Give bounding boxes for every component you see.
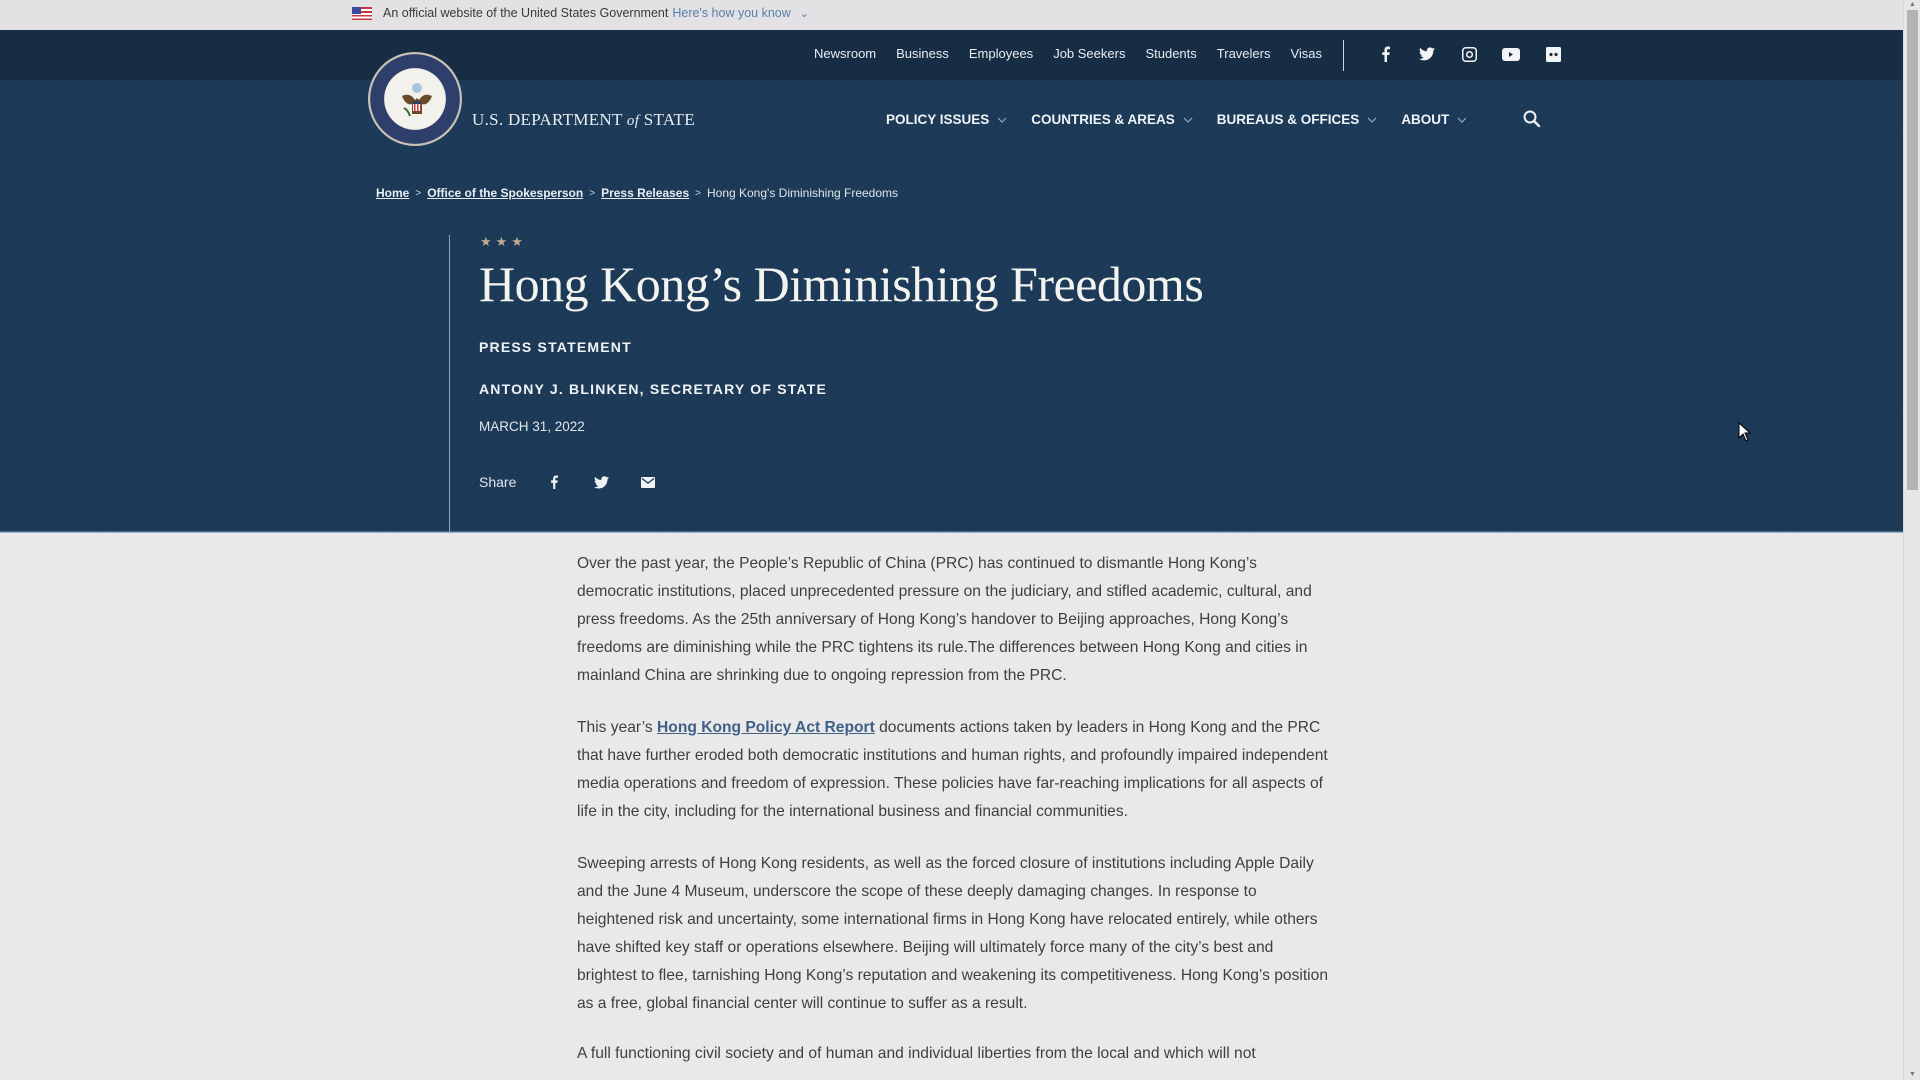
- utility-link-newsroom[interactable]: Newsroom: [814, 46, 877, 61]
- nav-policy-issues[interactable]: [886, 112, 1007, 127]
- utility-link-employees[interactable]: Employees: [968, 46, 1034, 61]
- official-gov-banner: [0, 0, 1903, 30]
- breadcrumb-office-of-the-spokesperson[interactable]: Office of the Spokesperson: [427, 186, 584, 200]
- paragraph: Sweeping arrests of Hong Kong residents, as well as the forced closure of institutions including Apple Daily and the June 4 Museum, underscore the scope of these deeply damaging changes. In response to heightened risk and uncertainty, some international firms in Hong Kong have relocated entirely, while others have shifted key staff or operations elsewhere. Beijing will ultimately force many of the city’s best and brightest to flee, tarnishing Hong Kong’s reputation and weakening its competitiveness. Hong Kong’s position as a free, global financial center will continue to suffer as a result.: [577, 855, 1328, 1012]
- share-bar: [479, 473, 685, 491]
- utility-link-students[interactable]: Students: [1145, 46, 1197, 61]
- nav-about[interactable]: [1401, 112, 1467, 127]
- stars-icon: ★★★: [480, 234, 527, 249]
- mouse-cursor-icon: [1738, 422, 1752, 442]
- instagram-icon[interactable]: [1448, 43, 1490, 65]
- scroll-down-arrow-icon[interactable]: ▼: [1909, 1071, 1916, 1078]
- nav-bureaus-offices[interactable]: [1217, 112, 1378, 127]
- page-scrollbar[interactable]: [1903, 0, 1920, 1080]
- agency-name-logo[interactable]: [472, 110, 695, 130]
- utility-nav: [814, 46, 1342, 61]
- nav-label: COUNTRIES & AREAS: [1031, 112, 1175, 127]
- facebook-icon[interactable]: [1364, 43, 1406, 65]
- chevron-down-icon: [1183, 115, 1193, 125]
- breadcrumb-current: Hong Kong's Diminishing Freedoms: [706, 186, 899, 200]
- article-date: MARCH 31, 2022: [479, 419, 585, 434]
- nav-label: POLICY ISSUES: [886, 112, 990, 127]
- scrollbar-thumb[interactable]: [1907, 10, 1918, 490]
- breadcrumb-press-releases[interactable]: Press Releases: [601, 186, 690, 200]
- paragraph-text: This year’s: [577, 719, 658, 736]
- chevron-down-icon: [997, 115, 1007, 125]
- share-email-icon[interactable]: [638, 473, 658, 491]
- utility-link-visas[interactable]: Visas: [1290, 46, 1323, 61]
- youtube-icon[interactable]: [1490, 43, 1532, 65]
- flickr-icon[interactable]: [1532, 43, 1574, 65]
- nav-label: ABOUT: [1401, 112, 1450, 127]
- utility-link-job-seekers[interactable]: Job Seekers: [1053, 46, 1126, 61]
- heres-how-you-know-link[interactable]: Here's how you know: [672, 6, 791, 20]
- scroll-up-arrow-icon[interactable]: ▲: [1909, 1, 1916, 8]
- chevron-down-icon: [1457, 115, 1467, 125]
- share-facebook-icon[interactable]: [544, 473, 564, 491]
- article-type: PRESS STATEMENT: [479, 339, 632, 355]
- breadcrumb-separator-icon: >: [695, 187, 701, 199]
- article-body: [577, 550, 1337, 1062]
- paragraph: [577, 714, 1337, 826]
- paragraph-text: documents actions taken by leaders in Hong Kong and the PRC that have further eroded both democratic institutions and human rights, and profoundly impaired independent media operations and freedom of expression. These policies have far-reaching implications for all aspects of life in the city, including for the international business and financial communities.: [577, 719, 1328, 820]
- divider: [0, 531, 1903, 533]
- share-twitter-icon[interactable]: [591, 473, 611, 491]
- utility-link-business[interactable]: Business: [896, 46, 949, 61]
- utility-bar: [0, 30, 1903, 80]
- main-nav: [886, 112, 1491, 127]
- breadcrumb-separator-icon: >: [589, 187, 596, 199]
- nav-label: BUREAUS & OFFICES: [1216, 112, 1360, 127]
- breadcrumb-home[interactable]: Home: [376, 186, 410, 200]
- agency-name-suffix: STATE: [639, 110, 695, 129]
- divider: [1343, 40, 1344, 71]
- paragraph: Over the past year, the People’s Republic of China (PRC) has continued to dismantle Hong Kong’s democratic institutions, placed unprecedented pressure on the judiciary, and stifled academic, cultural, and press freedoms. As the 25th anniversary of Hong Kong’s handover to Beijing approaches, Hong Kong’s freedoms are diminishing while the PRC tightens its rule.The differences between Hong Kong and cities in mainland China are shrinking due to ongoing repression from the PRC.: [577, 555, 1312, 684]
- search-icon[interactable]: [1522, 109, 1542, 129]
- share-label: Share: [479, 474, 517, 490]
- twitter-icon[interactable]: [1406, 43, 1448, 65]
- chevron-down-icon[interactable]: ⌄: [799, 7, 809, 20]
- nav-countries-areas[interactable]: [1031, 112, 1193, 127]
- agency-name-prefix: U.S. DEPARTMENT: [472, 110, 627, 129]
- header-accent-line: [449, 235, 450, 532]
- breadcrumb: [376, 186, 898, 200]
- social-links: [1364, 43, 1574, 65]
- agency-name-of: of: [626, 113, 640, 129]
- paragraph-partial: A full functioning civil society and of human and individual liberties from the local and which will not: [577, 1045, 1256, 1062]
- chevron-down-icon: [1367, 115, 1377, 125]
- page-title: Hong Kong’s Diminishing Freedoms: [479, 256, 1204, 312]
- breadcrumb-separator-icon: >: [415, 187, 422, 199]
- eagle-icon: [400, 82, 434, 120]
- department-seal-logo[interactable]: [368, 52, 462, 146]
- gov-banner-text: An official website of the United States Government: [383, 6, 669, 20]
- us-flag-icon: [352, 7, 372, 20]
- utility-link-travelers[interactable]: Travelers: [1216, 46, 1271, 61]
- article-author: ANTONY J. BLINKEN, SECRETARY OF STATE: [479, 381, 828, 397]
- hong-kong-policy-act-report-link[interactable]: Hong Kong Policy Act Report: [657, 719, 875, 736]
